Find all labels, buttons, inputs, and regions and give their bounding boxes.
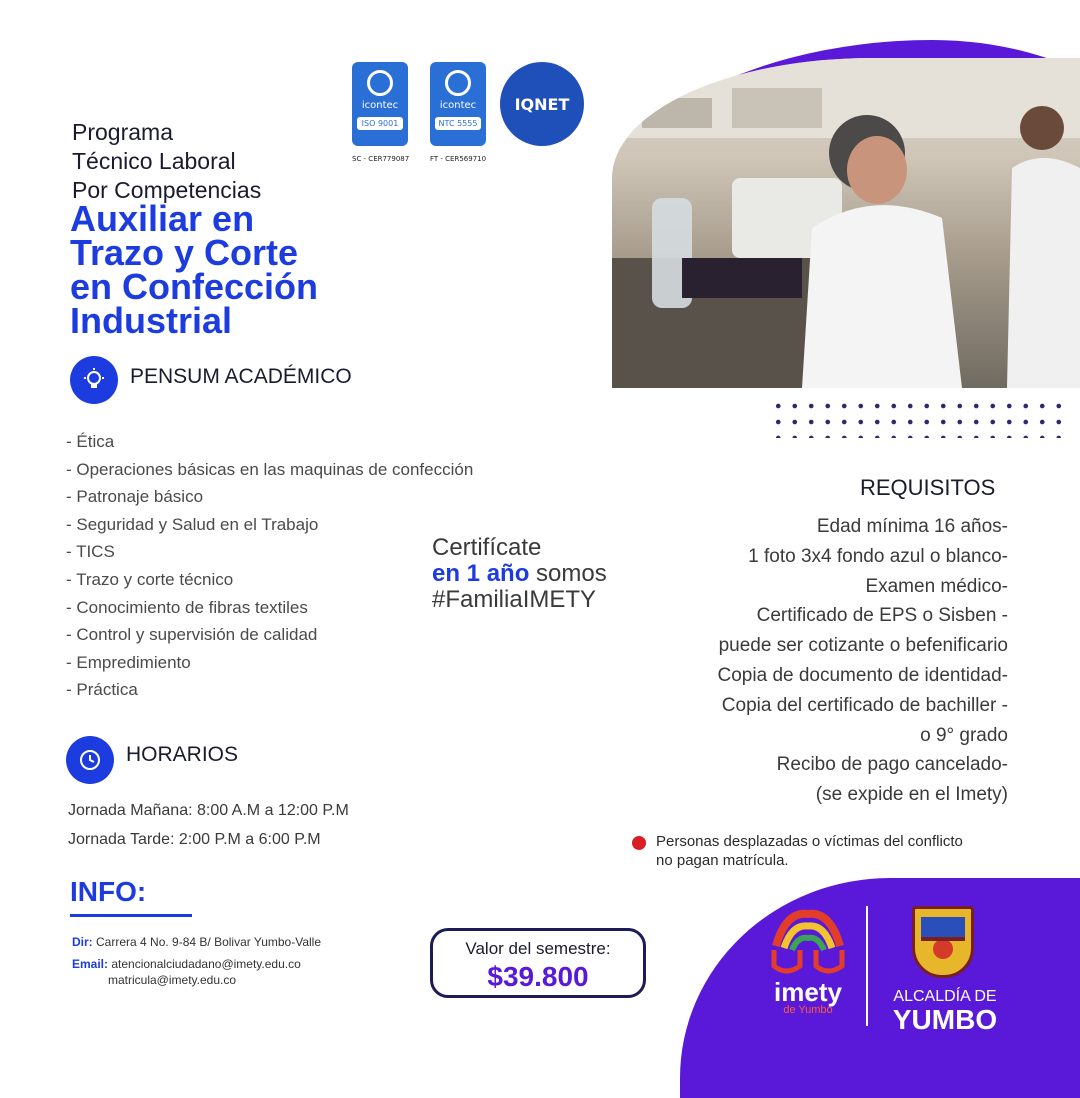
address: Carrera 4 No. 9-84 B/ Bolivar Yumbo-Valle [96, 935, 322, 949]
victims-note: Personas desplazadas o víctimas del conflicto no pagan matrícula. [656, 833, 963, 869]
lightbulb-icon [70, 356, 118, 404]
horarios-heading: HORARIOS [126, 743, 239, 766]
program-title: Auxiliar en Trazo y Corte en Confección Industrial [70, 198, 319, 341]
imety-logo: imety de Yumbo [766, 906, 850, 1024]
icontec-ring-icon [445, 70, 471, 96]
semester-price: $39.800 [487, 961, 589, 992]
iqnet-logo: IQNET [500, 62, 584, 146]
info-underline [70, 914, 192, 917]
red-dot-icon [632, 836, 646, 850]
requisitos-heading: REQUISITOS [860, 475, 996, 500]
iso-cert-code: SC - CER779087 [352, 155, 410, 163]
list-item: Recibo de pago cancelado- [776, 754, 1008, 776]
alcaldia-yumbo-logo: ALCALDÍA DE YUMBO [892, 988, 998, 1035]
list-item: o 9° grado [920, 724, 1008, 746]
dot-pattern [770, 398, 1070, 438]
list-item: - Seguridad y Salud en el Trabajo [66, 514, 319, 534]
list-item: Certificado de EPS o Sisben - [756, 605, 1008, 627]
icontec-iso-badge: icontec ISO 9001 [352, 62, 408, 146]
list-item: - Operaciones básicas en las maquinas de confección [66, 459, 474, 479]
icontec-ntc-badge: icontec NTC 5555 [430, 62, 486, 146]
schedule-morning: Jornada Mañana: 8:00 A.M a 12:00 P.M [68, 802, 349, 819]
certificate-slogan: Certifícate en 1 año somos #FamiliaIMETY [432, 534, 607, 613]
price-box: Valor del semestre: $39.800 [430, 928, 646, 998]
info-heading: INFO: [70, 876, 147, 907]
list-item: - Trazo y corte técnico [66, 569, 234, 589]
list-item: - Patronaje básico [66, 487, 204, 507]
pensum-list [66, 428, 473, 704]
clock-icon [66, 736, 114, 784]
list-item: - Práctica [66, 680, 138, 700]
list-item: - Control y supervisión de calidad [66, 625, 318, 645]
contact-info: Dir: Carrera 4 No. 9-84 B/ Bolivar Yumbo-Valle Email: atencionalciudadano@imety.edu.co matricula@imety.edu.co [72, 935, 322, 987]
email-link[interactable]: atencionalciudadano@imety.edu.co [111, 957, 301, 971]
list-item: - Ética [66, 432, 115, 451]
list-item: Copia de documento de identidad- [717, 664, 1008, 686]
list-item: Examen médico- [865, 575, 1008, 597]
logo-divider [866, 906, 868, 1026]
list-item: Edad mínima 16 años- [816, 516, 1008, 537]
list-item: Copia del certificado de bachiller - [721, 694, 1008, 716]
schedule-afternoon: Jornada Tarde: 2:00 P.M a 6:00 P.M [68, 831, 321, 848]
list-item: puede ser cotizante o befenificario [718, 635, 1008, 657]
program-type: Programa Técnico Laboral Por Competencias [72, 119, 262, 203]
list-item: (se expide en el Imety) [815, 784, 1008, 806]
schedule [68, 796, 349, 854]
list-item: - Conocimiento de fibras textiles [66, 597, 308, 617]
pensum-heading: PENSUM ACADÉMICO [130, 365, 352, 388]
email-link[interactable]: matricula@imety.edu.co [108, 973, 237, 987]
sewing-worker-photo [612, 58, 1080, 388]
list-item: - Empredimiento [66, 652, 191, 672]
requisitos-list [548, 512, 1008, 810]
icontec-ring-icon [367, 70, 393, 96]
list-item: - TICS [66, 542, 115, 562]
list-item: 1 foto 3x4 fondo azul o blanco- [748, 545, 1008, 567]
yumbo-shield-icon [912, 906, 974, 978]
ntc-cert-code: FT - CER569710 [430, 155, 487, 163]
